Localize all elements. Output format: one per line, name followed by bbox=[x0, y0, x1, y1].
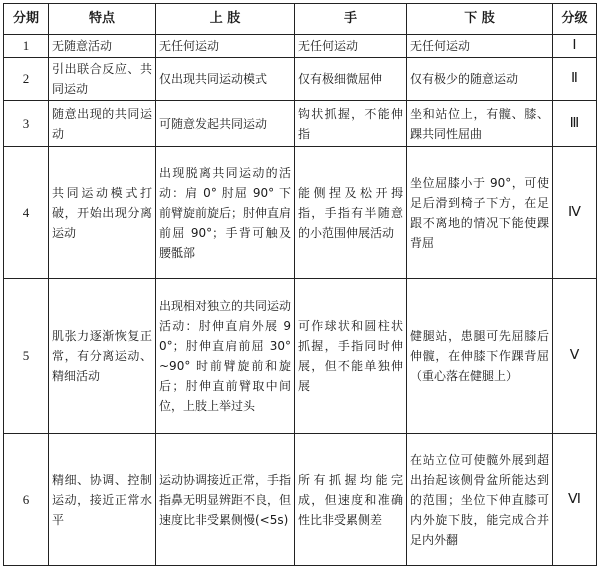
stage-cell: 3 bbox=[4, 101, 49, 147]
stage-cell: 5 bbox=[4, 279, 49, 434]
lower-limb-cell: 健腿站，患腿可先屈膝后伸髋，在伸膝下作踝背屈（重心落在健腿上） bbox=[407, 279, 553, 434]
hand-cell: 所有抓握均能完成，但速度和准确性比非受累侧差 bbox=[295, 434, 407, 566]
header-grade: 分级 bbox=[553, 4, 597, 35]
grade-cell: Ⅰ bbox=[553, 35, 597, 58]
lower-limb-cell: 坐和站位上，有髋、膝、踝共同性屈曲 bbox=[407, 101, 553, 147]
feature-cell: 引出联合反应、共同运动 bbox=[49, 58, 156, 101]
stage-cell: 2 bbox=[4, 58, 49, 101]
upper-limb-cell: 出现脱离共同运动的活动：肩 0° 肘屈 90° 下前臂旋前旋后；肘伸直肩前屈 90°；手背可触及腰骶部 bbox=[156, 147, 295, 279]
upper-limb-cell: 出现相对独立的共同运动活动：肘伸直肩外展 90°；肘伸直肩前屈 30°~90° 时前臂旋前和旋后；肘伸直前臂取中间位，上肢上举过头 bbox=[156, 279, 295, 434]
upper-limb-cell: 运动协调接近正常，手指指鼻无明显辨距不良，但速度比非受累侧慢(<5s) bbox=[156, 434, 295, 566]
hand-cell: 能侧捏及松开拇指，手指有半随意的小范围伸展活动 bbox=[295, 147, 407, 279]
lower-limb-cell: 坐位屈膝小于 90°，可使足后滑到椅子下方，在足跟不离地的情况下能使踝背屈 bbox=[407, 147, 553, 279]
feature-cell: 肌张力逐渐恢复正常，有分离运动、精细活动 bbox=[49, 279, 156, 434]
grade-cell: Ⅱ bbox=[553, 58, 597, 101]
grade-cell: Ⅳ bbox=[553, 147, 597, 279]
brunnstrom-stage-table bbox=[3, 3, 597, 566]
stage-cell: 1 bbox=[4, 35, 49, 58]
table-row bbox=[4, 35, 597, 58]
table-row bbox=[4, 101, 597, 147]
hand-cell: 仅有极细微屈伸 bbox=[295, 58, 407, 101]
header-hand: 手 bbox=[295, 4, 407, 35]
hand-cell: 钩状抓握，不能伸指 bbox=[295, 101, 407, 147]
feature-cell: 精细、协调、控制运动，接近正常水平 bbox=[49, 434, 156, 566]
header-row bbox=[4, 4, 597, 35]
stage-cell: 4 bbox=[4, 147, 49, 279]
grade-cell: Ⅲ bbox=[553, 101, 597, 147]
grade-cell: Ⅵ bbox=[553, 434, 597, 566]
upper-limb-cell: 仅出现共同运动模式 bbox=[156, 58, 295, 101]
lower-limb-cell: 无任何运动 bbox=[407, 35, 553, 58]
table-row bbox=[4, 434, 597, 566]
feature-cell: 共同运动模式打破，开始出现分离运动 bbox=[49, 147, 156, 279]
grade-cell: Ⅴ bbox=[553, 279, 597, 434]
hand-cell: 无任何运动 bbox=[295, 35, 407, 58]
lower-limb-cell: 在站立位可使髋外展到超出抬起该侧骨盆所能达到的范围；坐位下伸直膝可内外旋下肢，能完成合并足内外翻 bbox=[407, 434, 553, 566]
upper-limb-cell: 无任何运动 bbox=[156, 35, 295, 58]
table-row bbox=[4, 279, 597, 434]
stage-cell: 6 bbox=[4, 434, 49, 566]
header-upper-limb: 上 肢 bbox=[156, 4, 295, 35]
hand-cell: 可作球状和圆柱状抓握，手指同时伸展，但不能单独伸展 bbox=[295, 279, 407, 434]
header-stage: 分期 bbox=[4, 4, 49, 35]
lower-limb-cell: 仅有极少的随意运动 bbox=[407, 58, 553, 101]
header-lower-limb: 下 肢 bbox=[407, 4, 553, 35]
upper-limb-cell: 可随意发起共同运动 bbox=[156, 101, 295, 147]
table-row bbox=[4, 58, 597, 101]
feature-cell: 无随意活动 bbox=[49, 35, 156, 58]
feature-cell: 随意出现的共同运动 bbox=[49, 101, 156, 147]
table-row bbox=[4, 147, 597, 279]
header-feature: 特点 bbox=[49, 4, 156, 35]
